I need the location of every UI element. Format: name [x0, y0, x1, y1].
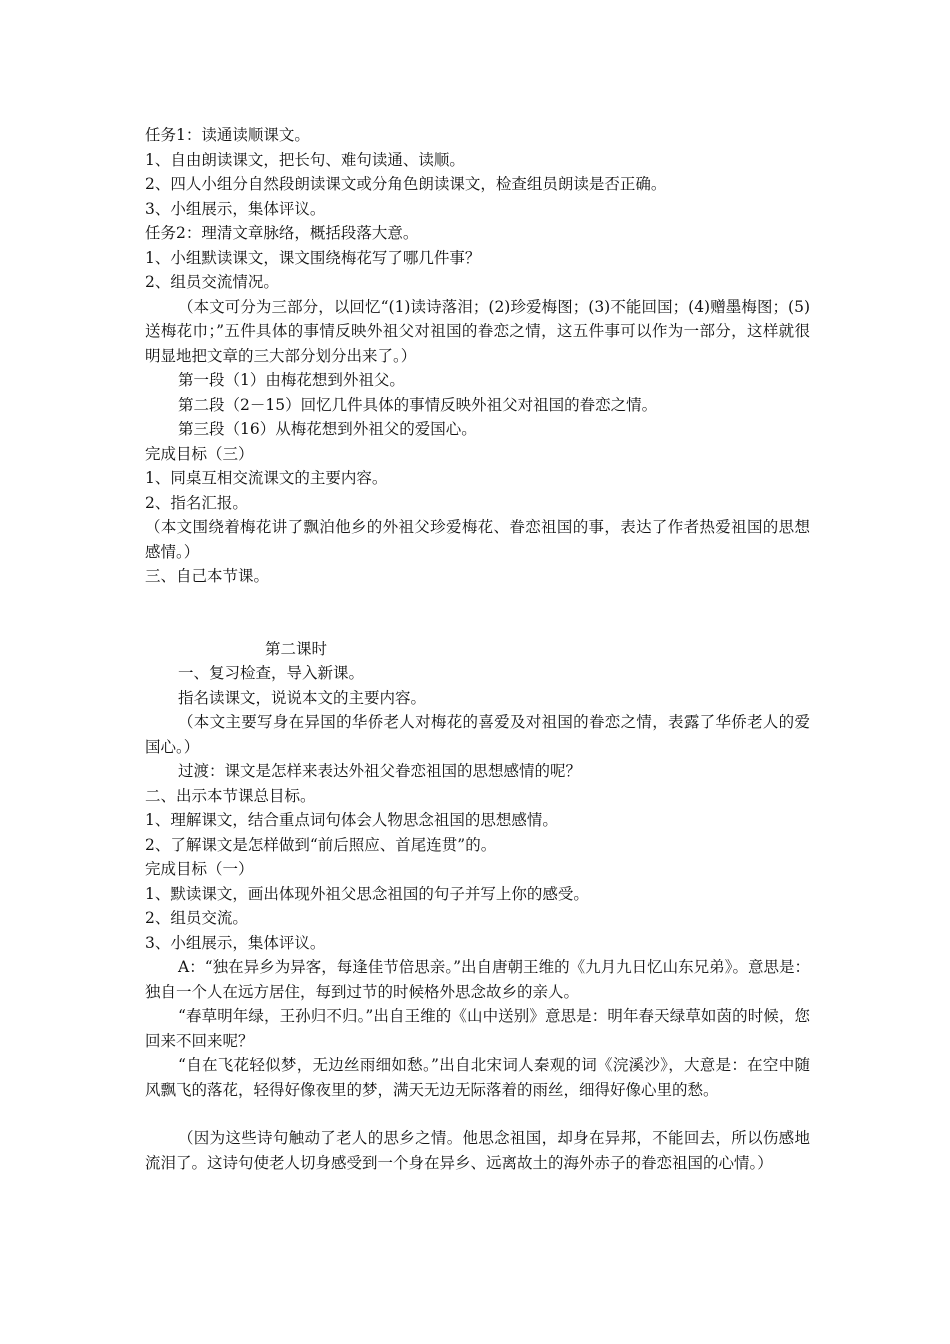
- task-1-step-3: 3、小组展示，集体评议。: [145, 199, 326, 218]
- goal-1-step-3: 3、小组展示，集体评议。: [145, 933, 326, 952]
- poem-c: “自在飞花轻似梦，无边丝雨细如愁。”出自北宋词人秦观的词《浣溪沙》，大意是：在空中随风飘飞的落花，轻得好像夜里的梦，满天无边无际落着的雨丝，细得好像心里的愁。: [145, 1056, 810, 1099]
- poem-a: A：“独在异乡为异客，每逢佳节倍思亲。”出自唐朝王维的《九月九日忆山东兄弟》。意思是：独自一个人在远方居住，每到过节的时候格外思念故乡的亲人。: [145, 958, 810, 1001]
- goal-3-heading: 完成目标（三）: [145, 444, 254, 463]
- final-note: （因为这些诗句触动了老人的思乡之情。他思念祖国，却身在异邦，不能回去，所以伤感地流泪了。这诗句使老人切身感受到一个身在异乡、远离故土的海外赤子的眷恋祖国的心情。）: [145, 1129, 810, 1172]
- spacer: [145, 1102, 810, 1126]
- goals-heading: 二、出示本节课总目标。: [145, 786, 316, 805]
- section-3: 第三段（16）从梅花想到外祖父的爱国心。: [178, 420, 477, 438]
- review-heading: 一、复习检查，导入新课。: [178, 664, 365, 682]
- task-1-step-1: 1、自由朗读课文，把长句、难句读通、读顺。: [145, 150, 465, 169]
- transition-line: 过渡：课文是怎样来表达外祖父眷恋祖国的思想感情的呢？: [178, 762, 582, 780]
- document-page: [145, 123, 810, 1175]
- closing-line: 三、自己本节课。: [145, 567, 270, 585]
- task-2-step-2: 2、组员交流情况。: [145, 273, 279, 291]
- summary-note: （本文围绕着梅花讲了飘泊他乡的外祖父珍爱梅花、眷恋祖国的事，表达了作者热爱祖国的思想感情。）: [145, 518, 810, 561]
- goal-3-step-1: 1、同桌互相交流课文的主要内容。: [145, 469, 388, 487]
- spacer: [145, 589, 810, 637]
- goal-1-step-2: 2、组员交流。: [145, 909, 248, 927]
- lesson-2-title: 第二课时: [265, 639, 328, 658]
- task-2-step-1: 1、小组默读课文，课文围绕梅花写了哪几件事？: [145, 248, 481, 267]
- section-2: 第二段（2－15）回忆几件具体的事情反映外祖父对祖国的眷恋之情。: [178, 395, 658, 414]
- review-step: 指名读课文，说说本文的主要内容。: [178, 688, 427, 707]
- goal-1-heading: 完成目标（一）: [145, 860, 254, 878]
- structure-note: （本文可分为三部分，以回忆“(1)读诗落泪；(2)珍爱梅图；(3)不能回国；(4)赠墨梅图；(5)送梅花巾；”五件具体的事情反映外祖父对祖国的眷恋之情，这五件事可以作为一部分，这样就很明显地把文章的三大部分划分出来了。）: [145, 297, 810, 365]
- goal-3-step-2: 2、指名汇报。: [145, 493, 248, 512]
- task-1-heading: 任务1：读通读顺课文。: [145, 126, 310, 144]
- task-2-heading: 任务2：理清文章脉络，概括段落大意。: [145, 224, 419, 242]
- goal-1-step-1: 1、默读课文，画出体现外祖父思念祖国的句子并写上你的感受。: [145, 884, 589, 903]
- goal-item-1: 1、理解课文，结合重点词句体会人物思念祖国的思想感情。: [145, 811, 558, 829]
- poem-b: “春草明年绿，王孙归不归。”出自王维的《山中送别》意思是：明年春天绿草如茵的时候，您回来不回来呢？: [145, 1007, 810, 1050]
- section-1: 第一段（1）由梅花想到外祖父。: [178, 371, 405, 389]
- main-content-note: （本文主要写身在异国的华侨老人对梅花的喜爱及对祖国的眷恋之情，表露了华侨老人的爱国心。）: [145, 713, 810, 756]
- goal-item-2: 2、了解课文是怎样做到“前后照应、首尾连贯”的。: [145, 835, 497, 854]
- task-1-step-2: 2、四人小组分自然段朗读课文或分角色朗读课文，检查组员朗读是否正确。: [145, 175, 667, 193]
